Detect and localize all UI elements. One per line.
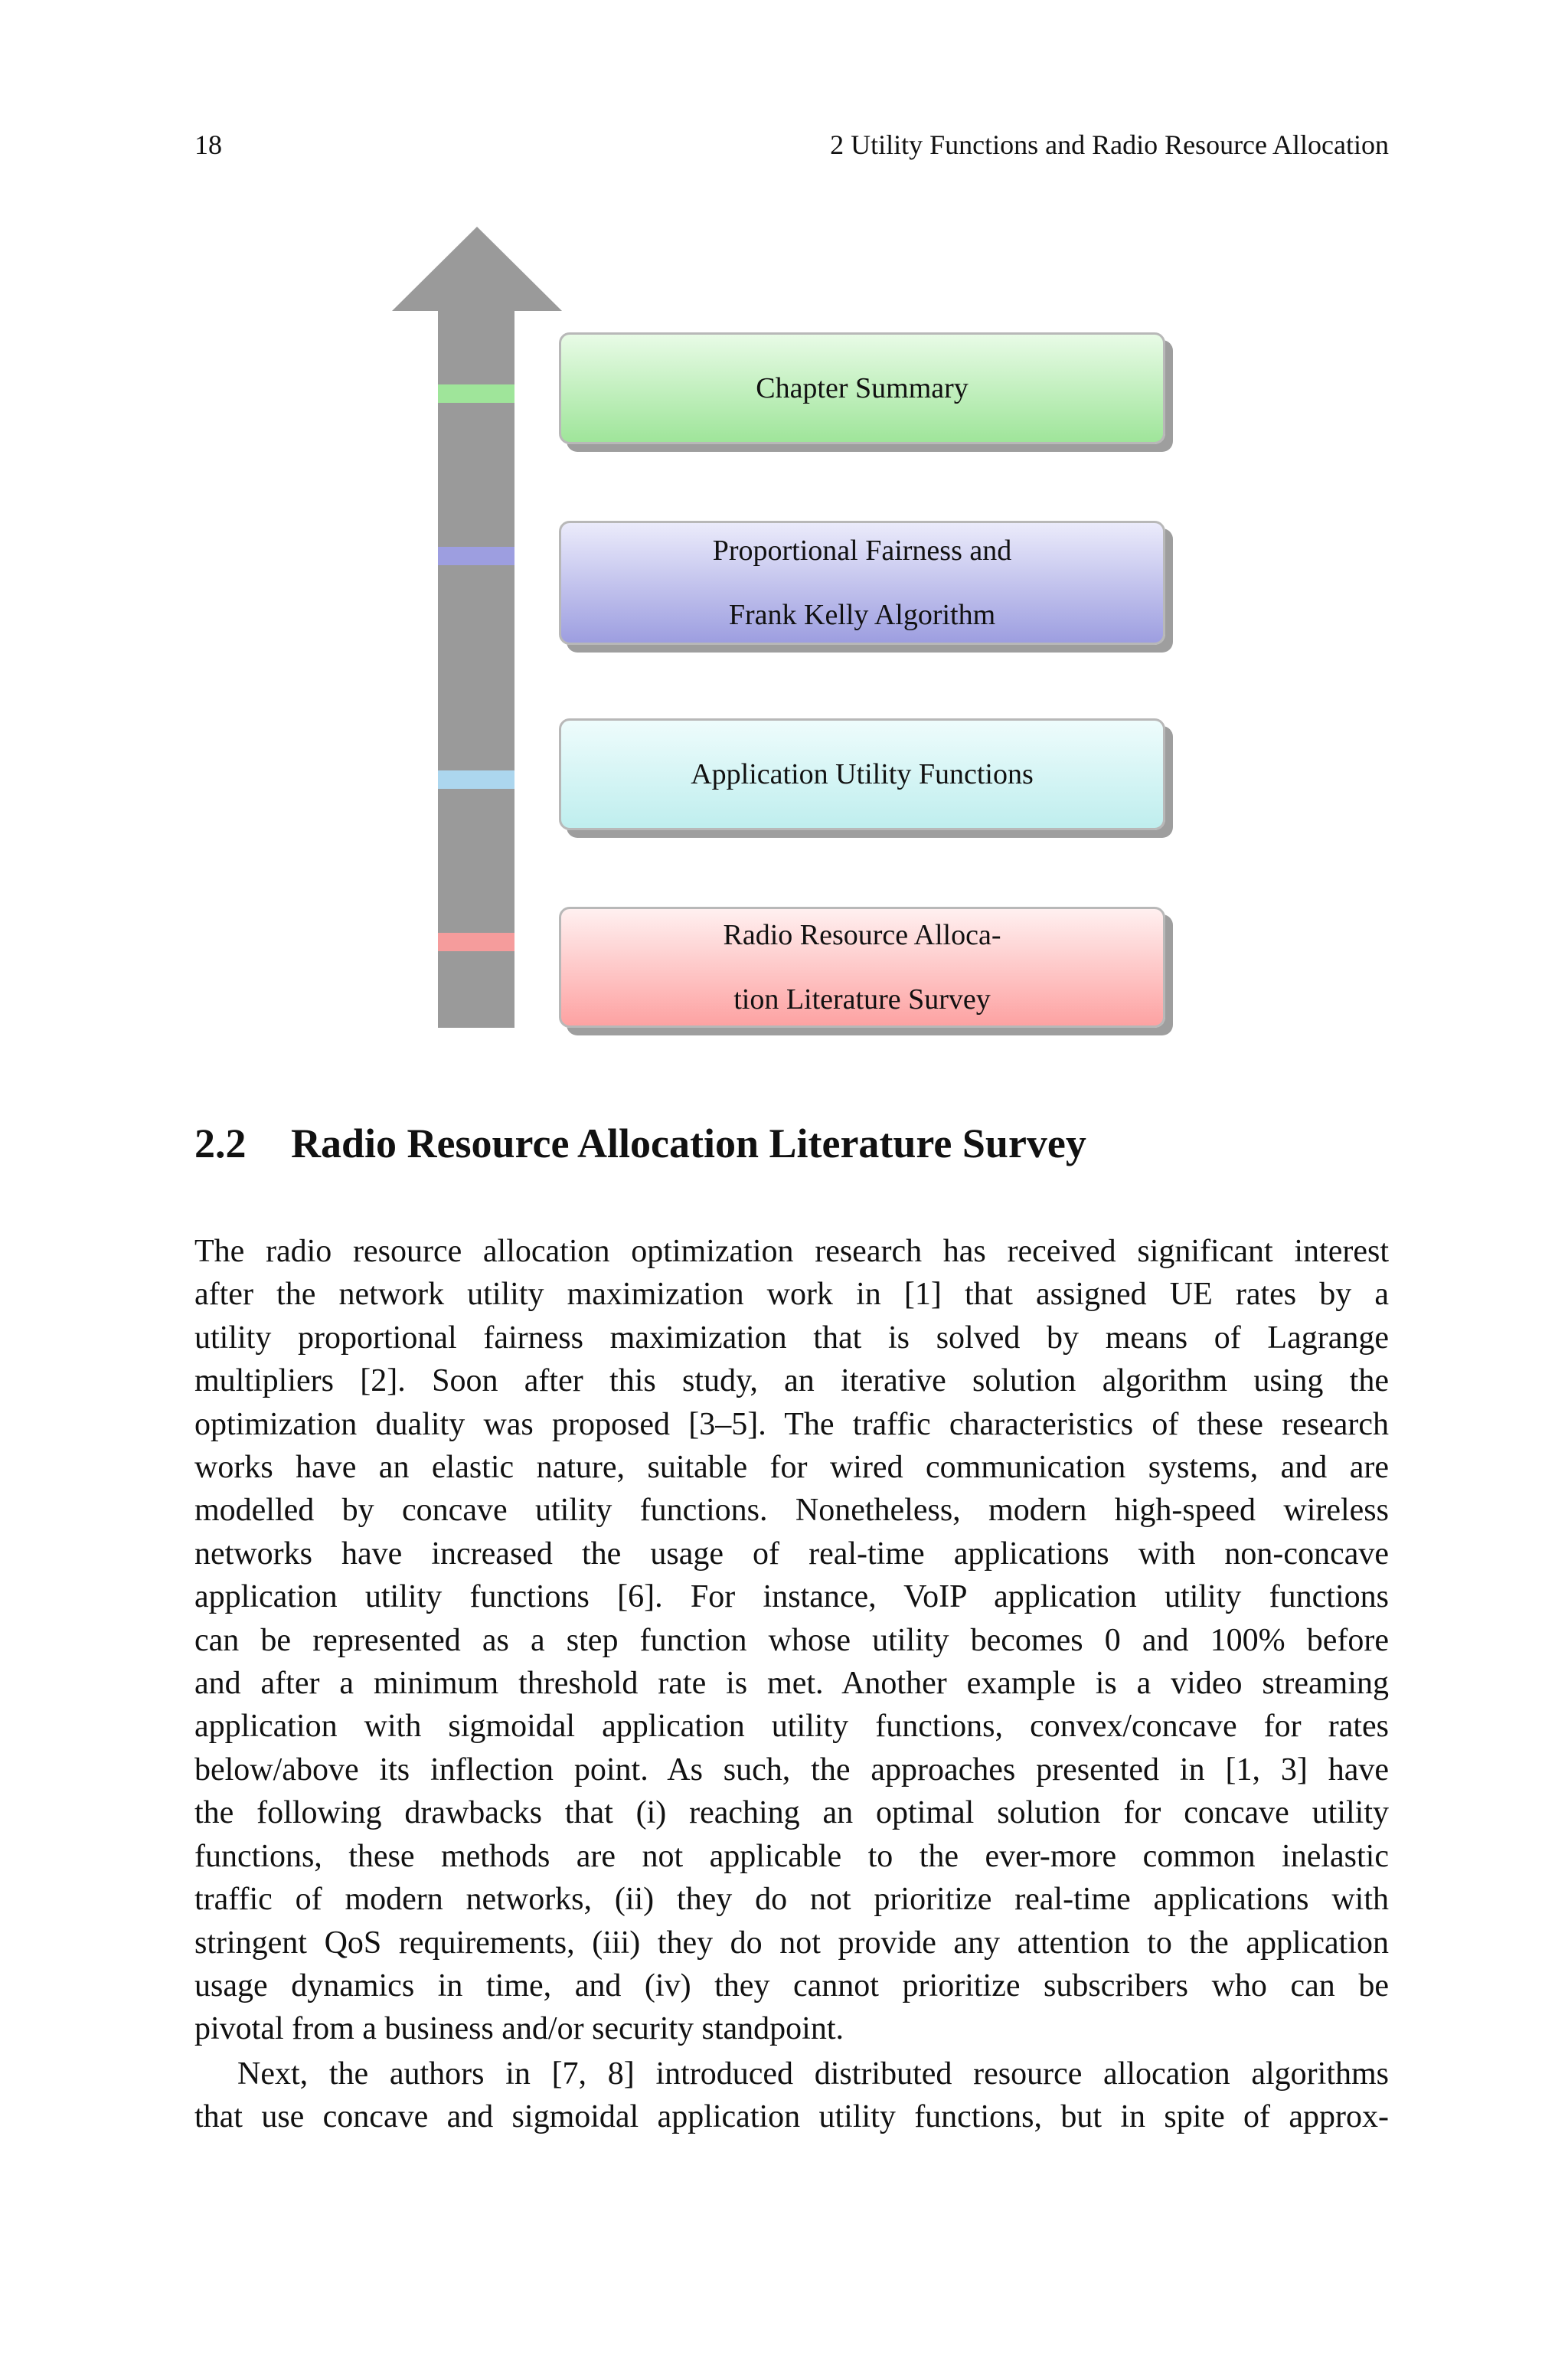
text-line: works have an elastic nature, suitable for wired communication systems, and are: [194, 1450, 1389, 1486]
box-literature-survey: [559, 907, 1165, 1028]
box-application-utility: [559, 718, 1165, 830]
marker-literature-survey: [438, 933, 514, 951]
text-line: optimization duality was proposed [3–5]. The traffic characteristics of these research: [194, 1406, 1389, 1442]
marker-proportional-fairness: [438, 547, 514, 565]
text-line: functions, these methods are not applicable to the ever-more common inelastic: [194, 1838, 1389, 1874]
text-line: below/above its inflection point. As such, the approaches presented in [1, 3] have: [194, 1752, 1389, 1788]
box-line: Frank Kelly Algorithm: [728, 599, 996, 631]
text-line: can be represented as a step function whose utility becomes 0 and 100% before: [194, 1622, 1389, 1658]
text-line: Next, the authors in [7, 8] introduced distributed resource allocation algorithms: [237, 2056, 1389, 2092]
marker-chapter-summary: [438, 384, 514, 403]
section-title: Radio Resource Allocation Literature Survey: [291, 1120, 1086, 1166]
text-line: multipliers [2]. Soon after this study, an iterative solution algorithm using the: [194, 1363, 1389, 1399]
section-number: 2.2: [194, 1120, 247, 1166]
text-line: traffic of modern networks, (ii) they do not prioritize real-time applications with: [194, 1882, 1389, 1918]
box-line: Radio Resource Alloca-: [723, 919, 1001, 951]
text-line: usage dynamics in time, and (iv) they cannot prioritize subscribers who can be: [194, 1967, 1389, 2003]
box-line: Application Utility Functions: [691, 758, 1034, 790]
text-line: and after a minimum threshold rate is met. Another example is a video streaming: [194, 1666, 1389, 1702]
section-heading: [194, 1120, 1086, 1167]
text-line: the following drawbacks that (i) reaching an optimal solution for concave utility: [194, 1795, 1389, 1831]
text-line: utility proportional fairness maximization that is solved by means of Lagrange: [194, 1320, 1389, 1356]
progress-arrow: [392, 227, 562, 1028]
text-line: networks have increased the usage of real-time applications with non-concave: [194, 1536, 1389, 1572]
paragraph-2: [194, 2053, 1389, 2139]
text-line: application with sigmoidal application utility functions, convex/concave for rates: [194, 1709, 1389, 1745]
marker-application-utility: [438, 770, 514, 789]
box-line: Chapter Summary: [756, 372, 969, 404]
box-line: Proportional Fairness and: [712, 535, 1012, 567]
text-line: application utility functions [6]. For instance, VoIP application utility functions: [194, 1579, 1389, 1615]
arrow-head: [392, 227, 562, 311]
text-line: pivotal from a business and/or security standpoint.: [194, 2011, 844, 2047]
paragraph-1: [194, 1230, 1389, 2051]
text-line: The radio resource allocation optimization research has received significant interest: [194, 1234, 1389, 1269]
text-line: after the network utility maximization work in [1] that assigned UE rates by a: [194, 1277, 1389, 1313]
text-line: stringent QoS requirements, (iii) they do not provide any attention to the application: [194, 1925, 1389, 1961]
running-chapter-title: 2 Utility Functions and Radio Resource Allocation: [830, 129, 1389, 160]
text-line: modelled by concave utility functions. Nonetheless, modern high-speed wireless: [194, 1493, 1389, 1529]
arrow-shaft: [438, 309, 514, 1028]
text-line: that use concave and sigmoidal application utility functions, but in spite of approx-: [194, 2099, 1389, 2135]
box-line: tion Literature Survey: [733, 983, 991, 1016]
box-chapter-summary: [559, 332, 1165, 444]
page-number: 18: [194, 129, 222, 160]
box-proportional-fairness: [559, 521, 1165, 645]
